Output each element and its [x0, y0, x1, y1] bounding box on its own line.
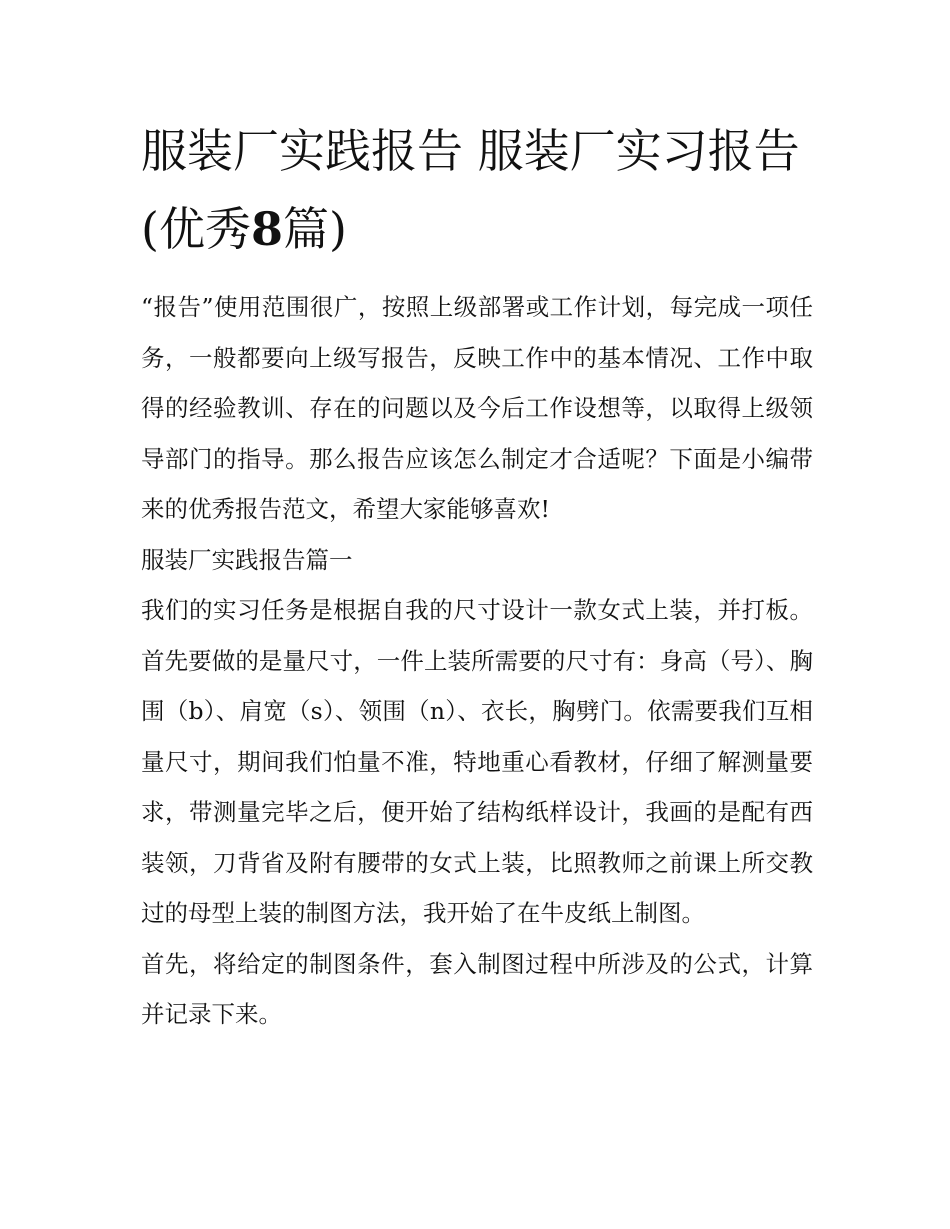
intro-paragraph: “报告”使用范围很广，按照上级部署或工作计划，每完成一项任务，一般都要向上级写报告，反映工作中的基本情况、工作中取得的经验教训、存在的问题以及今后工作设想等，以取得上级领导部门的指导。那么报告应该怎么制定才合适呢？下面是小编带来的优秀报告范文，希望大家能够喜欢!: [141, 293, 813, 523]
document-title: [141, 112, 813, 268]
document-page: [141, 112, 813, 1040]
body-paragraph-1: 我们的实习任务是根据自我的尺寸设计一款女式上装，并打板。首先要做的是量尺寸，一件上装所需要的尺寸有：身高（号）、胸围（b）、肩宽（s）、领围（n）、衣长，胸劈门。依需要我们互相量尺寸，期间我们怕量不准，特地重心看教材，仔细了解测量要求，带测量完毕之后，便开始了结构纸样设计，我画的是配有西装领，刀背省及附有腰带的女式上装，比照教师之前课上所交教过的母型上装的制图方法，我开始了在牛皮纸上制图。: [141, 596, 813, 927]
title-text-part1: 服装厂实践报告 服装厂实习报告(优秀: [141, 124, 800, 256]
section-heading: 服装厂实践报告篇一: [141, 545, 353, 574]
document-body: [141, 282, 813, 1040]
title-text-part2: 篇): [282, 202, 347, 256]
body-paragraph-2: 首先，将给定的制图条件，套入制图过程中所涉及的公式，计算并记录下来。: [141, 949, 813, 1028]
title-number: 8: [250, 202, 283, 256]
